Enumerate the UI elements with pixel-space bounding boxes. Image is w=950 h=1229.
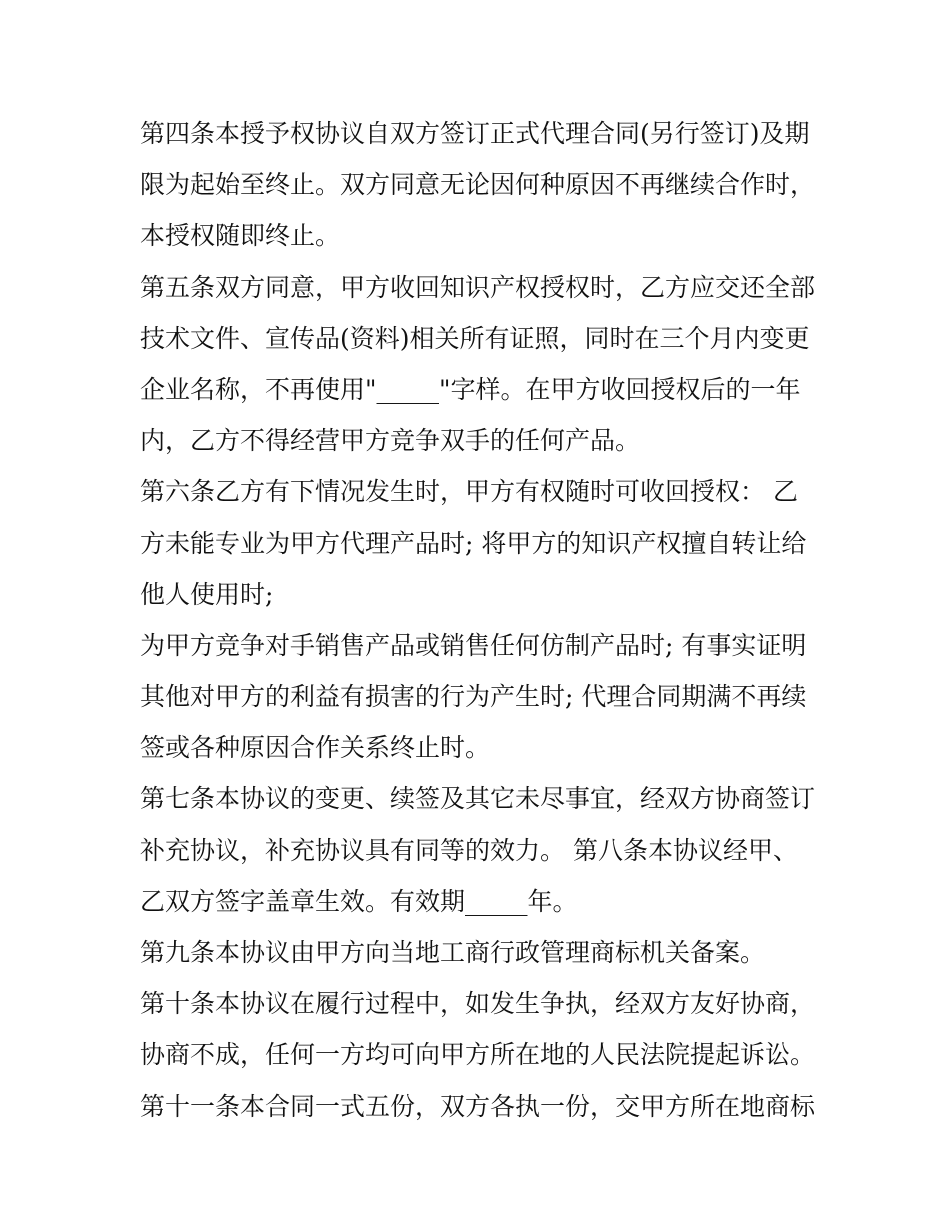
text-line: 第九条本协议由甲方向当地工商行政管理商标机关备案。 <box>140 938 766 967</box>
text-line: 第十一条本合同一式五份，双方各执一份，交甲方所在地商标 <box>140 1091 816 1121</box>
text-line: 限为起始至终止。双方同意无论因何种原因不再继续合作时， <box>140 170 816 200</box>
text-line: 第七条本协议的变更、续签及其它未尽事宜，经双方协商签订 <box>140 784 816 814</box>
text-line: 本授权随即终止。 <box>140 221 341 251</box>
text-line: 技术文件、宣传品(资料)相关所有证照，同时在三个月内变更 <box>140 323 810 353</box>
text-line: 第十条本协议在履行过程中，如发生争执，经双方友好协商， <box>140 989 816 1019</box>
text-line: 其他对甲方的利益有损害的行为产生时; 代理合同期满不再续 <box>140 682 807 712</box>
text-line: 第五条双方同意，甲方收回知识产权授权时，乙方应交还全部 <box>140 272 816 302</box>
text-line: 第六条乙方有下情况发生时，甲方有权随时可收回授权： 乙 <box>140 477 798 507</box>
text-line: 签或各种原因合作关系终止时。 <box>140 733 491 763</box>
text-line: 为甲方竞争对手销售产品或销售任何仿制产品时; 有事实证明 <box>140 630 807 660</box>
text-line: 企业名称，不再使用"_____"字样。在甲方收回授权后的一年 <box>140 374 801 404</box>
text-line: 乙双方签字盖章生效。有效期_____年。 <box>140 886 578 916</box>
text-line: 补充协议，补充协议具有同等的效力。 第八条本协议经甲、 <box>140 835 798 865</box>
text-line: 协商不成，任何一方均可向甲方所在地的人民法院提起诉讼。 <box>140 1040 816 1070</box>
text-line: 方未能专业为甲方代理产品时; 将甲方的知识产权擅自转让给 <box>140 528 807 558</box>
text-line: 他人使用时; <box>140 579 274 609</box>
contract-text <box>140 108 820 1132</box>
text-line: 内，乙方不得经营甲方竞争双手的任何产品。 <box>140 426 641 456</box>
text-line: 第四条本授予权协议自双方签订正式代理合同(另行签订)及期 <box>140 119 810 148</box>
